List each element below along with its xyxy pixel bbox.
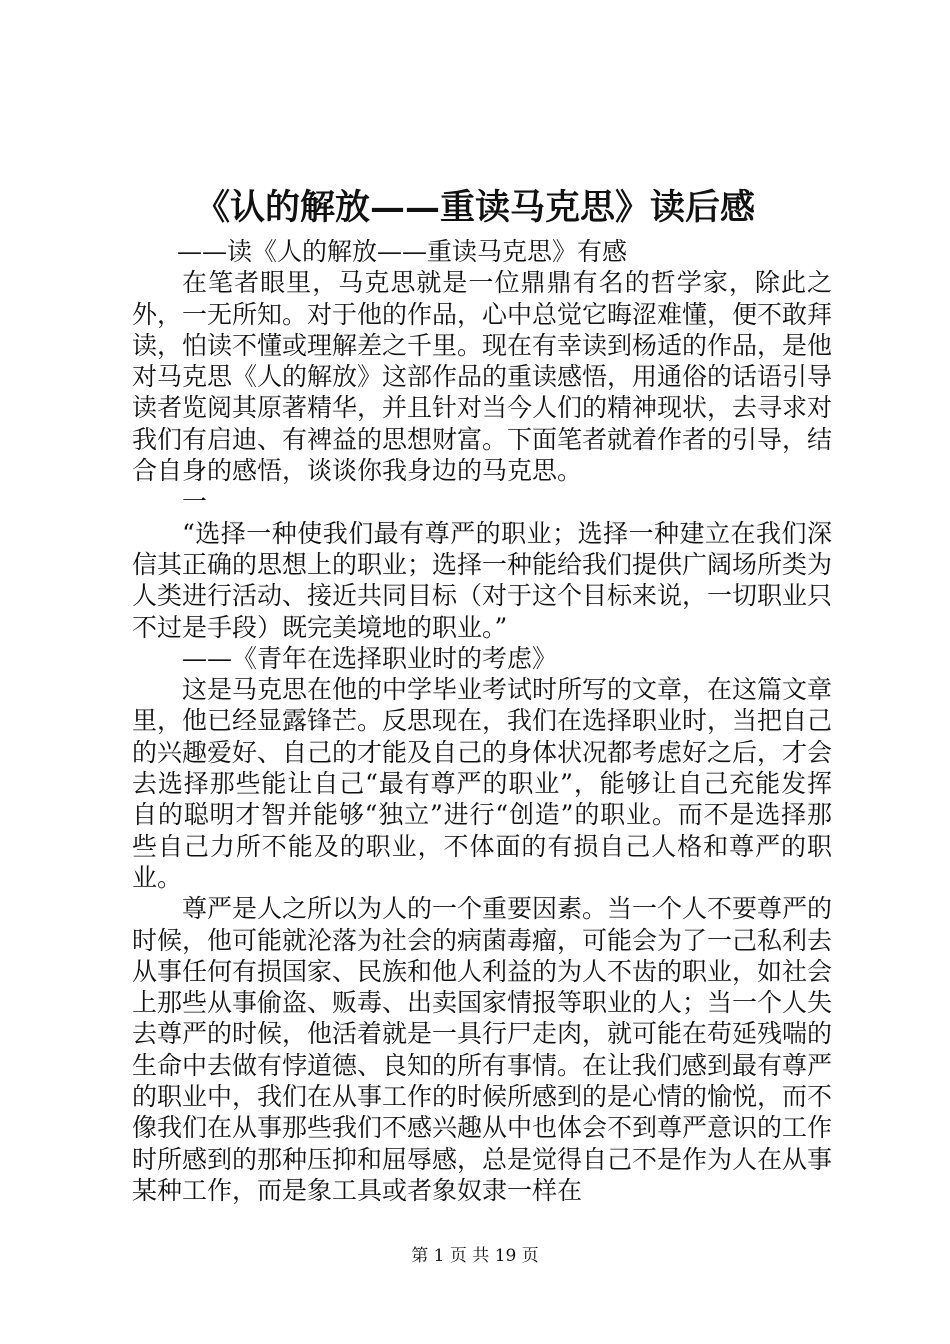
document-body [132, 236, 832, 1206]
paragraph-intro: 在笔者眼里，马克思就是一位鼎鼎有名的哲学家，除此之外，一无所知。对于他的作品，心中总觉它晦涩难懂，便不敢拜读，怕读不懂或理解差之千里。现在有幸读到杨适的作品，是他对马克思《人的解放》这部作品的重读感悟，用通俗的话语引导读者览阅其原著精华，并且针对当今人们的精神现状，去寻求对我们有启迪、有裨益的思想财富。下面笔者就着作者的引导，结合自身的感悟，谈谈你我身边的马克思。 [132, 268, 833, 486]
paragraph-dignity: 尊严是人之所以为人的一个重要因素。当一个人不要尊严的时候，他可能就沦落为社会的病菌毒瘤，可能会为了一己私利去从事任何有损国家、民族和他人利益的为人不齿的职业，如社会上那些从事偷盗、贩毒、出卖国家情报等职业的人；当一个人失去尊严的时候，他活着就是一具行尸走肉，就可能在苟延残喘的生命中去做有悖道德、良知的所有事情。在让我们感到最有尊严的职业中，我们在从事工作的时候所感到的是心情的愉悦，而不像我们在从事那些我们不感兴趣从中也体会不到尊严意识的工作时所感到的那种压抑和屈辱感，总是觉得自己不是作为人在从事某种工作，而是象工具或者象奴隶一样在 [132, 894, 833, 1205]
document-title: 《认的解放——重读马克思》读后感 [194, 187, 755, 228]
quote-source: ——《青年在选择职业时的考虑》 [182, 643, 558, 673]
section-number: 一 [182, 487, 208, 517]
quote-paragraph: “选择一种使我们最有尊严的职业；选择一种建立在我们深信其正确的思想上的职业；选择一种能给我们提供广阔场所类为人类进行活动、接近共同目标（对于这个目标来说，一切职业只不过是手段）既完美境地的职业。” [132, 518, 833, 642]
document-subtitle: ——读《人的解放——重读马克思》有感 [177, 237, 628, 266]
page-footer: 第 1 页 共 19 页 [411, 1246, 539, 1266]
paragraph-career: 这是马克思在他的中学毕业考试时所写的文章，在这篇文章里，他已经显露锋芒。反思现在，我们在选择职业时，当把自己的兴趣爱好、自己的才能及自己的身体状况都考虑好之后，才会去选择那些能让自己“最有尊严的职业”，能够让自己充能发挥自的聪明才智并能够“独立”进行“创造”的职业。而不是选择那些自己力所不能及的职业，不体面的有损自己人格和尊严的职业。 [132, 675, 833, 892]
